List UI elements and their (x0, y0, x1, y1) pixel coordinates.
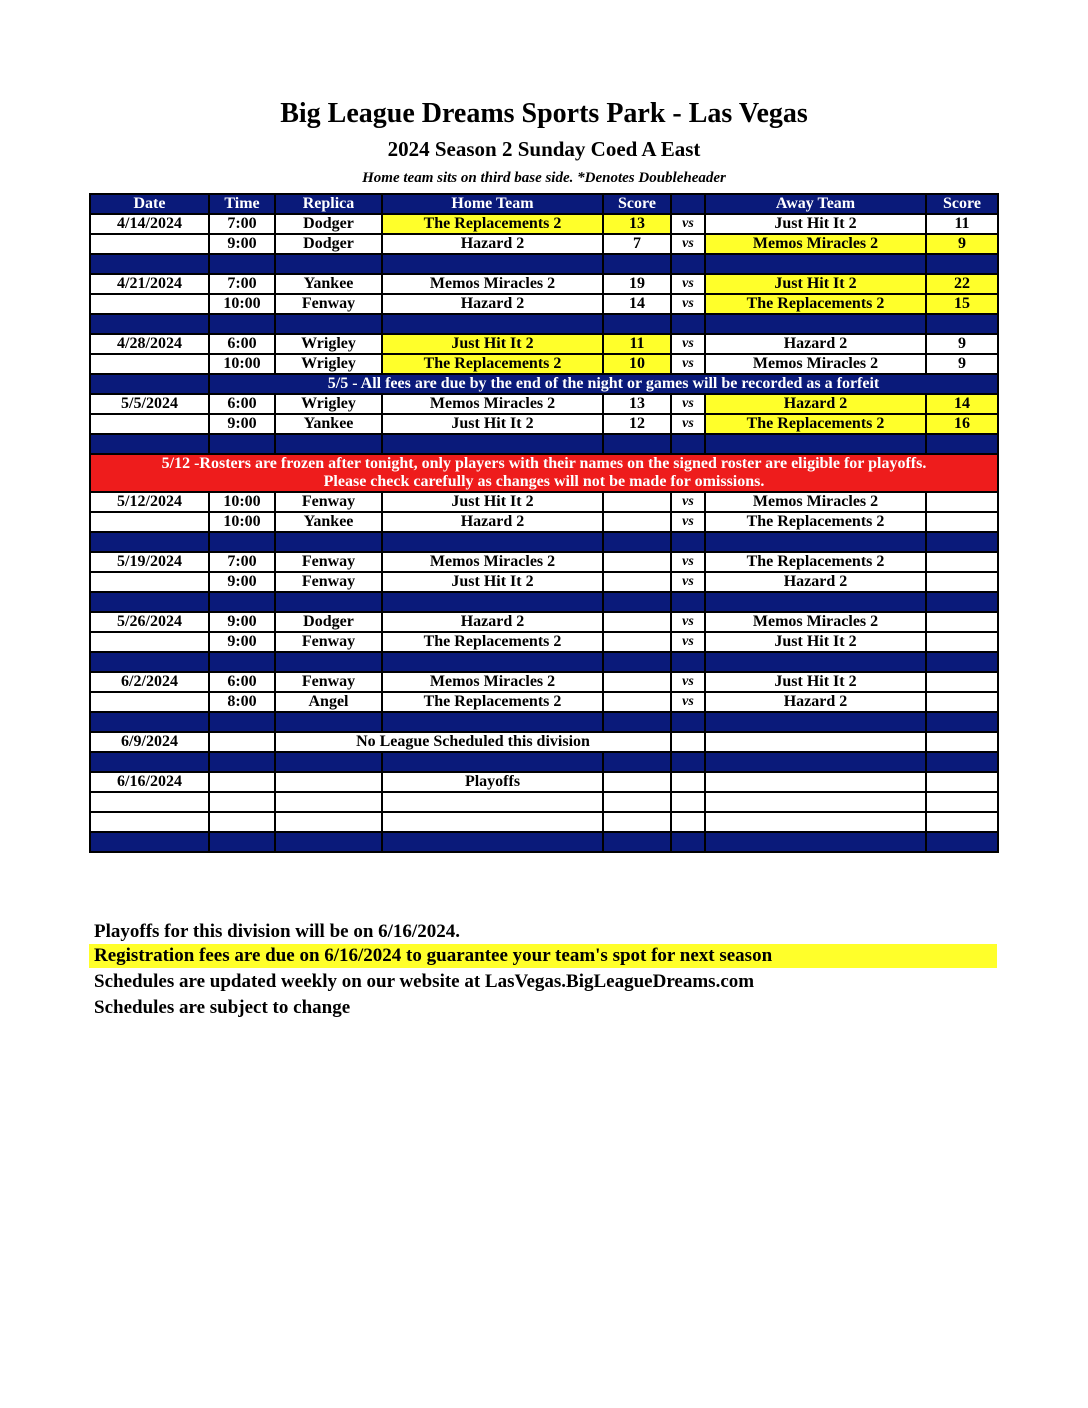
website-note: Schedules are updated weekly on our website at LasVegas.BigLeagueDreams.com (94, 971, 755, 992)
separator-cell (382, 712, 603, 732)
vs-cell: vs (671, 672, 705, 692)
no-games-row (90, 732, 998, 752)
separator-cell (671, 752, 705, 772)
separator-cell (275, 532, 382, 552)
home-team-cell: Hazard 2 (382, 512, 603, 532)
schedule-table (89, 193, 999, 853)
away-team-cell: The Replacements 2 (705, 294, 926, 314)
time-cell: 10:00 (209, 512, 275, 532)
home-team-note: Home team sits on third base side. *Denotes Doubleheader (362, 170, 726, 186)
replica-field-cell (275, 792, 382, 812)
separator-cell (382, 314, 603, 334)
separator-cell (603, 254, 671, 274)
replica-field-cell (275, 812, 382, 832)
home-score-cell: 11 (603, 334, 671, 354)
time-cell (209, 812, 275, 832)
away-score-cell (926, 492, 998, 512)
vs-cell: vs (671, 214, 705, 234)
away-score-cell (926, 792, 998, 812)
away-team-cell: Hazard 2 (705, 572, 926, 592)
vs-cell: vs (671, 492, 705, 512)
separator-cell (382, 532, 603, 552)
separator-cell (209, 752, 275, 772)
vs-cell: vs (671, 552, 705, 572)
separator-cell (603, 434, 671, 454)
home-score-cell (603, 572, 671, 592)
game-row (90, 512, 998, 532)
separator-cell (275, 592, 382, 612)
away-score-cell (926, 772, 998, 792)
separator-cell (705, 254, 926, 274)
separator-cell (926, 592, 998, 612)
separator-cell (275, 712, 382, 732)
away-score-cell (926, 732, 998, 752)
separator-row (90, 712, 998, 732)
game-row (90, 294, 998, 314)
time-cell: 6:00 (209, 394, 275, 414)
away-team-cell: Memos Miracles 2 (705, 492, 926, 512)
away-team-cell (705, 732, 926, 752)
home-team-cell (382, 792, 603, 812)
separator-cell (275, 254, 382, 274)
game-row (90, 792, 998, 812)
home-score-cell (603, 812, 671, 832)
time-cell: 10:00 (209, 354, 275, 374)
away-score-cell: 16 (926, 414, 998, 434)
vs-cell: vs (671, 354, 705, 374)
home-team-cell: Hazard 2 (382, 234, 603, 254)
away-team-cell: The Replacements 2 (705, 512, 926, 532)
separator-cell (209, 314, 275, 334)
date-cell: 4/21/2024 (90, 274, 209, 294)
separator-cell (90, 712, 209, 732)
vs-cell: vs (671, 632, 705, 652)
home-team-cell: The Replacements 2 (382, 632, 603, 652)
separator-cell (671, 434, 705, 454)
home-score-cell: 12 (603, 414, 671, 434)
separator-cell (90, 752, 209, 772)
date-cell: 6/16/2024 (90, 772, 209, 792)
home-team-cell: Memos Miracles 2 (382, 552, 603, 572)
away-team-cell: Hazard 2 (705, 692, 926, 712)
away-team-cell: The Replacements 2 (705, 552, 926, 572)
time-cell: 9:00 (209, 414, 275, 434)
date-cell: 5/19/2024 (90, 552, 209, 572)
home-team-cell: Memos Miracles 2 (382, 274, 603, 294)
home-team-cell: Memos Miracles 2 (382, 394, 603, 414)
game-row (90, 394, 998, 414)
home-score-cell: 13 (603, 394, 671, 414)
separator-cell (209, 652, 275, 672)
home-score-cell: 19 (603, 274, 671, 294)
away-score-cell (926, 672, 998, 692)
home-score-cell: 7 (603, 234, 671, 254)
separator-cell (209, 434, 275, 454)
date-cell (90, 632, 209, 652)
separator-cell (926, 832, 998, 852)
game-row (90, 492, 998, 512)
separator-cell (382, 254, 603, 274)
date-cell (90, 512, 209, 532)
date-cell: 6/9/2024 (90, 732, 209, 752)
home-score-cell: 10 (603, 354, 671, 374)
game-row (90, 234, 998, 254)
away-team-cell (705, 792, 926, 812)
fee-notice-text: 5/5 - All fees are due by the end of the night or games will be recorded as a forfeit (209, 374, 998, 394)
replica-field-cell: Angel (275, 692, 382, 712)
home-team-cell: The Replacements 2 (382, 214, 603, 234)
away-team-cell: The Replacements 2 (705, 414, 926, 434)
away-score-cell (926, 572, 998, 592)
away-team-cell: Memos Miracles 2 (705, 612, 926, 632)
date-cell: 5/5/2024 (90, 394, 209, 414)
home-team-cell: Hazard 2 (382, 294, 603, 314)
separator-cell (705, 712, 926, 732)
time-cell: 7:00 (209, 214, 275, 234)
home-score-cell (603, 692, 671, 712)
replica-field-cell: Fenway (275, 572, 382, 592)
separator-cell (671, 314, 705, 334)
col-away-team-header: Away Team (705, 194, 926, 214)
away-team-cell (705, 812, 926, 832)
time-cell: 10:00 (209, 492, 275, 512)
separator-cell (382, 752, 603, 772)
replica-field-cell: Dodger (275, 234, 382, 254)
date-cell: 6/2/2024 (90, 672, 209, 692)
col-replica-header: Replica (275, 194, 382, 214)
separator-cell (603, 314, 671, 334)
separator-cell (275, 652, 382, 672)
replica-field-cell: Fenway (275, 632, 382, 652)
roster-alert-line-1: 5/12 -Rosters are frozen after tonight, only players with their names on the signed roster are eligible for playoffs. (161, 455, 927, 472)
home-team-cell: Hazard 2 (382, 612, 603, 632)
time-cell: 9:00 (209, 632, 275, 652)
playoffs-note: Playoffs for this division will be on 6/16/2024. (94, 921, 460, 942)
col-date-header: Date (90, 194, 209, 214)
home-score-cell (603, 672, 671, 692)
separator-cell (926, 712, 998, 732)
page-title: Big League Dreams Sports Park - Las Vegas (280, 98, 808, 129)
away-score-cell: 9 (926, 354, 998, 374)
date-cell: 5/12/2024 (90, 492, 209, 512)
home-team-cell: The Replacements 2 (382, 692, 603, 712)
separator-cell (926, 314, 998, 334)
time-cell: 7:00 (209, 274, 275, 294)
game-row (90, 672, 998, 692)
separator-cell (90, 254, 209, 274)
away-score-cell: 9 (926, 334, 998, 354)
time-cell: 10:00 (209, 294, 275, 314)
date-cell (90, 414, 209, 434)
separator-cell (671, 712, 705, 732)
separator-cell (209, 254, 275, 274)
separator-cell (382, 434, 603, 454)
separator-cell (671, 652, 705, 672)
home-score-cell (603, 612, 671, 632)
vs-cell: vs (671, 572, 705, 592)
game-row (90, 274, 998, 294)
separator-cell (275, 314, 382, 334)
col-away-score-header: Score (926, 194, 998, 214)
home-score-cell (603, 632, 671, 652)
separator-cell (90, 434, 209, 454)
separator-cell (209, 592, 275, 612)
home-score-cell (603, 792, 671, 812)
registration-note: Registration fees are due on 6/16/2024 to guarantee your team's spot for next season (89, 944, 997, 968)
replica-field-cell: Fenway (275, 552, 382, 572)
date-cell: 5/26/2024 (90, 612, 209, 632)
vs-cell: vs (671, 612, 705, 632)
time-cell: 8:00 (209, 692, 275, 712)
date-cell (90, 354, 209, 374)
separator-cell (382, 832, 603, 852)
home-team-cell (382, 812, 603, 832)
separator-cell (603, 712, 671, 732)
replica-field-cell: Dodger (275, 214, 382, 234)
away-team-cell: Just Hit It 2 (705, 274, 926, 294)
date-cell (90, 692, 209, 712)
separator-cell (705, 592, 926, 612)
away-score-cell (926, 812, 998, 832)
separator-cell (603, 832, 671, 852)
away-score-cell: 22 (926, 274, 998, 294)
no-games-text: No League Scheduled this division (275, 732, 671, 752)
col-vs-header (671, 194, 705, 214)
away-score-cell: 9 (926, 234, 998, 254)
roster-alert-row (90, 454, 998, 492)
home-team-cell: The Replacements 2 (382, 354, 603, 374)
time-cell: 9:00 (209, 612, 275, 632)
separator-cell (705, 832, 926, 852)
roster-alert-line-2: Please check carefully as changes will not be made for omissions. (323, 473, 765, 490)
game-row (90, 214, 998, 234)
separator-cell (90, 652, 209, 672)
separator-cell (275, 752, 382, 772)
separator-cell (603, 752, 671, 772)
season-subtitle: 2024 Season 2 Sunday Coed A East (387, 137, 701, 161)
home-team-cell: Just Hit It 2 (382, 572, 603, 592)
replica-field-cell (275, 772, 382, 792)
separator-cell (275, 832, 382, 852)
separator-cell (209, 712, 275, 732)
replica-field-cell: Yankee (275, 274, 382, 294)
game-row (90, 612, 998, 632)
home-team-cell: Just Hit It 2 (382, 334, 603, 354)
game-row (90, 632, 998, 652)
date-cell: 4/28/2024 (90, 334, 209, 354)
roster-alert-cell (90, 454, 998, 492)
date-cell (90, 294, 209, 314)
vs-cell (671, 732, 705, 752)
separator-row (90, 314, 998, 334)
vs-cell: vs (671, 414, 705, 434)
separator-cell (705, 314, 926, 334)
separator-cell (90, 832, 209, 852)
separator-row (90, 254, 998, 274)
game-row (90, 692, 998, 712)
vs-cell: vs (671, 294, 705, 314)
replica-field-cell: Fenway (275, 672, 382, 692)
change-note: Schedules are subject to change (94, 997, 351, 1018)
home-team-cell: Memos Miracles 2 (382, 672, 603, 692)
col-home-score-header: Score (603, 194, 671, 214)
separator-cell (926, 532, 998, 552)
away-team-cell: Just Hit It 2 (705, 632, 926, 652)
date-cell (90, 812, 209, 832)
away-score-cell (926, 612, 998, 632)
separator-cell (926, 752, 998, 772)
game-row (90, 354, 998, 374)
away-team-cell: Memos Miracles 2 (705, 354, 926, 374)
home-score-cell: 14 (603, 294, 671, 314)
separator-cell (382, 652, 603, 672)
time-cell: 9:00 (209, 572, 275, 592)
separator-cell (671, 592, 705, 612)
date-cell (90, 792, 209, 812)
separator-cell (603, 532, 671, 552)
separator-cell (275, 434, 382, 454)
away-score-cell (926, 632, 998, 652)
home-score-cell (603, 492, 671, 512)
replica-field-cell: Wrigley (275, 354, 382, 374)
game-row (90, 772, 998, 792)
away-score-cell (926, 692, 998, 712)
separator-cell (382, 592, 603, 612)
away-score-cell (926, 512, 998, 532)
separator-cell (705, 434, 926, 454)
vs-cell: vs (671, 394, 705, 414)
vs-cell: vs (671, 512, 705, 532)
time-cell (209, 772, 275, 792)
separator-cell (705, 532, 926, 552)
time-cell: 6:00 (209, 334, 275, 354)
schedule-body (90, 214, 998, 852)
vs-cell (671, 772, 705, 792)
time-cell (209, 792, 275, 812)
replica-field-cell: Wrigley (275, 394, 382, 414)
separator-cell (926, 254, 998, 274)
separator-row (90, 532, 998, 552)
vs-cell: vs (671, 334, 705, 354)
game-row (90, 334, 998, 354)
away-team-cell: Hazard 2 (705, 334, 926, 354)
separator-cell (705, 752, 926, 772)
fee-notice-row (90, 374, 998, 394)
time-cell: 6:00 (209, 672, 275, 692)
away-score-cell: 14 (926, 394, 998, 414)
time-cell (209, 732, 275, 752)
home-score-cell (603, 772, 671, 792)
separator-cell (90, 592, 209, 612)
separator-cell (671, 254, 705, 274)
notice-left-cell (90, 374, 209, 394)
header-row (90, 194, 998, 214)
vs-cell: vs (671, 234, 705, 254)
date-cell: 4/14/2024 (90, 214, 209, 234)
date-cell (90, 234, 209, 254)
separator-cell (209, 532, 275, 552)
separator-cell (90, 532, 209, 552)
replica-field-cell: Dodger (275, 612, 382, 632)
separator-cell (926, 434, 998, 454)
separator-row (90, 592, 998, 612)
vs-cell (671, 792, 705, 812)
away-score-cell (926, 552, 998, 572)
away-team-cell: Just Hit It 2 (705, 672, 926, 692)
vs-cell (671, 812, 705, 832)
home-team-cell: Just Hit It 2 (382, 492, 603, 512)
away-team-cell: Hazard 2 (705, 394, 926, 414)
replica-field-cell: Fenway (275, 492, 382, 512)
separator-row (90, 652, 998, 672)
game-row (90, 572, 998, 592)
replica-field-cell: Yankee (275, 414, 382, 434)
vs-cell: vs (671, 274, 705, 294)
replica-field-cell: Wrigley (275, 334, 382, 354)
home-team-cell: Playoffs (382, 772, 603, 792)
separator-cell (603, 592, 671, 612)
game-row (90, 552, 998, 572)
away-team-cell (705, 772, 926, 792)
col-home-team-header: Home Team (382, 194, 603, 214)
separator-cell (926, 652, 998, 672)
away-team-cell: Just Hit It 2 (705, 214, 926, 234)
separator-cell (671, 832, 705, 852)
home-score-cell (603, 512, 671, 532)
separator-row (90, 832, 998, 852)
time-cell: 9:00 (209, 234, 275, 254)
separator-row (90, 434, 998, 454)
time-cell: 7:00 (209, 552, 275, 572)
separator-row (90, 752, 998, 772)
home-team-cell: Just Hit It 2 (382, 414, 603, 434)
replica-field-cell: Yankee (275, 512, 382, 532)
away-team-cell: Memos Miracles 2 (705, 234, 926, 254)
replica-field-cell: Fenway (275, 294, 382, 314)
separator-cell (671, 532, 705, 552)
separator-cell (209, 832, 275, 852)
date-cell (90, 572, 209, 592)
separator-cell (705, 652, 926, 672)
vs-cell: vs (671, 692, 705, 712)
separator-cell (603, 652, 671, 672)
game-row (90, 812, 998, 832)
col-time-header: Time (209, 194, 275, 214)
home-score-cell (603, 552, 671, 572)
home-score-cell: 13 (603, 214, 671, 234)
away-score-cell: 15 (926, 294, 998, 314)
game-row (90, 414, 998, 434)
away-score-cell: 11 (926, 214, 998, 234)
separator-cell (90, 314, 209, 334)
